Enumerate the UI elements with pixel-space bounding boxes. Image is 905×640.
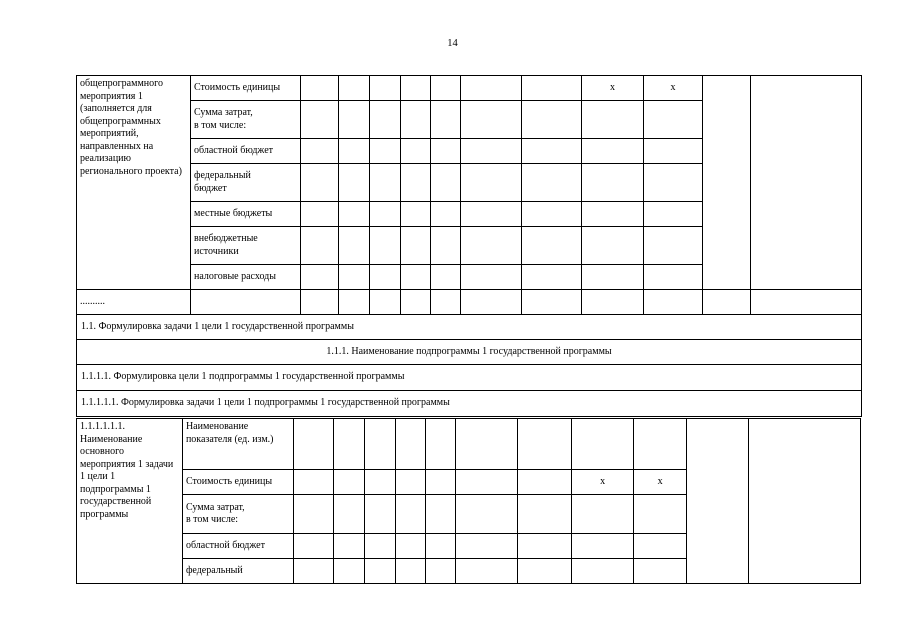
sub-task-row: 1.1.1.1.1. Формулировка задачи 1 цели 1 подпрограммы 1 государственной программы [77, 391, 862, 417]
table-row [77, 340, 862, 365]
row-label: областной бюджет [182, 534, 293, 559]
row-label: Сумма затрат, в том числе: [182, 495, 293, 534]
row-label: Стоимость единицы [191, 76, 301, 101]
row-label: Сумма затрат, в том числе: [191, 101, 301, 139]
main-event-table [76, 418, 861, 584]
row-label: федеральный [182, 559, 293, 584]
table-row [77, 315, 862, 340]
table-row [77, 290, 862, 315]
table-row [77, 391, 862, 417]
x-mark: x [572, 470, 634, 495]
row-label: Наименование показателя (ед. изм.) [182, 419, 293, 470]
sub-goal-row: 1.1.1.1. Формулировка цели 1 подпрограммы 1 государственной программы [77, 365, 862, 391]
row-label: внебюджетные источники [191, 227, 301, 265]
row-label: местные бюджеты [191, 202, 301, 227]
x-mark: x [633, 470, 686, 495]
row-label: налоговые расходы [191, 265, 301, 290]
ellipsis-cell: .......... [77, 290, 191, 315]
page-number: 14 [447, 38, 458, 49]
subprogram-row: 1.1.1. Наименование подпрограммы 1 государственной программы [77, 340, 862, 365]
x-mark: x [644, 76, 703, 101]
row-label: областной бюджет [191, 139, 301, 164]
row-label: Стоимость единицы [182, 470, 293, 495]
table-row [77, 419, 861, 470]
row-label: федеральный бюджет [191, 164, 301, 202]
event-label-cell: общепрограммного мероприятия 1 (заполняется для общепрограммных мероприятий, направленных на реализацию регионального проекта) [77, 76, 191, 290]
x-mark: x [582, 76, 644, 101]
event-label-cell: 1.1.1.1.1.1. Наименование основного мероприятия 1 задачи 1 цели 1 подпрограммы 1 государственной программы [77, 419, 183, 584]
task-row: 1.1. Формулировка задачи 1 цели 1 государственной программы [77, 315, 862, 340]
table-row [77, 76, 862, 101]
expenditure-table [76, 75, 862, 417]
table-row [77, 365, 862, 391]
